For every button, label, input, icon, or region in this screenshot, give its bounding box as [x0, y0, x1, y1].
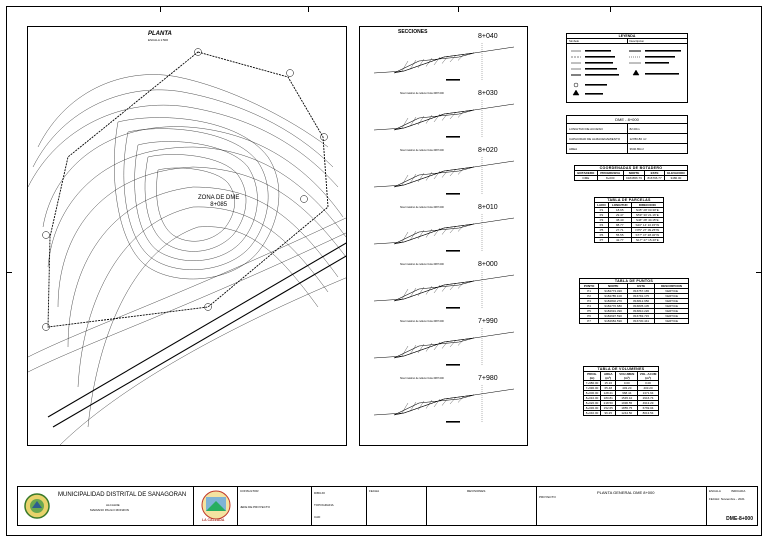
table-cell: 816757.165: [628, 289, 655, 294]
table-cell: 9184802.270: [599, 299, 628, 304]
section-note: Nivel máximo de relleno Cota 3487.000: [400, 149, 444, 152]
legend-title: LEYENDA: [567, 34, 687, 39]
plan-scale: ESCALA 1:500: [148, 38, 169, 42]
table-cell: 218.50: [601, 401, 616, 406]
section-station-label: 8+010: [478, 204, 498, 211]
table-cell: 3480.00: [664, 176, 687, 181]
cad-label: CAD: [314, 515, 321, 519]
drawn-cell: [312, 487, 367, 525]
parcels-table: [594, 197, 664, 243]
table-header: DESCRIPCION: [655, 284, 689, 289]
title-block: [17, 486, 758, 526]
section-profile: [364, 214, 524, 254]
grid-tick: [610, 6, 611, 12]
table-cell: 9184691.390: [599, 309, 628, 314]
table-cell: 42.77: [608, 238, 631, 243]
table-cell: 8+030.00: [584, 406, 601, 411]
alcalde-label: ALCALDE: [106, 503, 120, 507]
table-cell: 7+980.00: [584, 381, 601, 386]
table-cell: P2: [595, 213, 609, 218]
table-cell: 2916.74: [638, 396, 659, 401]
table-cell: VERTICE: [655, 314, 689, 319]
table-cell: 9184697.590: [599, 314, 628, 319]
dibujo-label: DIBUJO: [314, 491, 326, 495]
table-row: [575, 176, 688, 181]
table-cell: 9184785.100: [599, 294, 628, 299]
table-cell: VERTICE: [655, 289, 689, 294]
section-station-label: 8+040: [478, 33, 498, 40]
table-cell: P5: [580, 309, 599, 314]
dme-row: CAPACIDAD DE ALMACENAMIENTO 12780.80 m³: [567, 134, 687, 144]
dme-row: AREA 3640.80m²: [567, 144, 687, 153]
grid-tick: [756, 272, 762, 273]
section-station-label: 8+000: [478, 261, 498, 268]
table-header: NORTE: [623, 171, 645, 176]
coords-table: [574, 165, 688, 181]
table-cell: P1: [595, 208, 609, 213]
section-note: Nivel máximo de relleno Cota 3487.000: [400, 377, 444, 380]
table-header: ESTE: [628, 284, 655, 289]
table-cell: 9184773.320: [599, 289, 628, 294]
fecha-cell: [367, 487, 427, 525]
section-profile: [364, 100, 524, 140]
table-header: ESTE: [645, 171, 665, 176]
table-cell: 403.20: [616, 386, 638, 391]
grid-tick: [6, 272, 12, 273]
table-header: BOTADERO: [575, 171, 598, 176]
table-cell: 8+020.00: [584, 401, 601, 406]
table-cell: 1996.55: [616, 401, 638, 406]
table-cell: 816791.175: [628, 294, 655, 299]
table-cell: 180.81: [601, 396, 616, 401]
table-header: NORTE: [599, 284, 628, 289]
legend-col-desc: Descripcion: [627, 39, 688, 43]
table-cell: N45° 28' 03.30"E: [631, 208, 663, 213]
table-header: AREA (m²): [601, 372, 616, 381]
table-cell: N59° 30' 21.16"E: [631, 213, 663, 218]
table-cell: VERTICE: [655, 294, 689, 299]
sections-panel: [359, 26, 528, 446]
table-cell: 7+990.00: [584, 386, 601, 391]
table-row: [595, 238, 664, 243]
alcalde-name: MARIANO PAULO MONZON: [90, 508, 129, 512]
table-cell: 1855.75: [616, 406, 638, 411]
logo-cell: [194, 487, 238, 525]
table-cell: 816810.220: [628, 309, 655, 314]
table-header: VOL. ACUM (m³): [638, 372, 659, 381]
table-cell: 816730.441: [628, 319, 655, 324]
table-header: DIRECCION: [631, 203, 663, 208]
table-cell: S46° 28' 40.15"E: [631, 218, 663, 223]
sections-title: SECCIONES: [398, 29, 428, 35]
escala-value: INDICADA: [731, 489, 746, 493]
table-cell: S20° 14' 10.15"W: [631, 223, 663, 228]
table-header: PUNTO: [580, 284, 599, 289]
table-cell: 18.65: [608, 208, 631, 213]
table-cell: 9184656.76: [623, 176, 645, 181]
table-cell: S77° 47' 28.32"W: [631, 233, 663, 238]
grid-tick: [458, 6, 459, 12]
zone-label: ZONA DE DME 8+085: [198, 195, 240, 208]
table-cell: 403.20: [638, 386, 659, 391]
revisions-cell: [427, 487, 537, 525]
table-cell: 38.40: [608, 218, 631, 223]
fecha-label: FECHA: [369, 489, 380, 493]
dme-row: LONGITUD DE ACCESO 82.00m: [567, 124, 687, 134]
section-note: Nivel máximo de relleno Cota 3487.000: [400, 206, 444, 209]
table-cell: DME: [575, 176, 598, 181]
table-cell: P7: [595, 238, 609, 243]
table-cell: 8+000.00: [584, 391, 601, 396]
table-cell: 0.00: [638, 381, 659, 386]
table-cell: 6769.04: [638, 406, 659, 411]
table-cell: P6: [580, 314, 599, 319]
table-cell: P4: [595, 223, 609, 228]
table-cell: VERTICE: [655, 304, 689, 309]
date-value: FECHA: Noviembre - 2021: [709, 497, 745, 501]
section-station-label: 7+990: [478, 318, 498, 325]
section-profile: [364, 157, 524, 197]
escala-label: ESCALA: [709, 489, 721, 493]
table-cell: 816835.105: [628, 304, 655, 309]
volumes-table: [583, 366, 659, 416]
points-table: [579, 278, 689, 324]
legend: [566, 33, 688, 103]
table-cell: 968.44: [616, 391, 638, 396]
section-station-label: 7+980: [478, 375, 498, 382]
plan-view: [27, 26, 347, 446]
logo-text: LA CALZADA: [202, 518, 225, 522]
table-cell: N75° 27' 09.25"W: [631, 228, 663, 233]
grid-tick: [160, 6, 161, 12]
table-cell: 88.77: [608, 223, 631, 228]
section-profile: [364, 328, 524, 368]
table-cell: 8+000: [597, 176, 623, 181]
project-cell: [537, 487, 707, 525]
grid-tick: [308, 6, 309, 12]
table-cell: 9184776.680: [599, 304, 628, 309]
section-note: Nivel máximo de relleno Cota 3487.000: [400, 263, 444, 266]
dme-summary: [566, 115, 688, 154]
table-row: [584, 406, 659, 411]
topografia-label: TOPOGRAFIA: [314, 503, 334, 507]
table-cell: P3: [580, 299, 599, 304]
table-cell: P4: [580, 304, 599, 309]
plan-title: PLANTA: [148, 31, 172, 37]
table-cell: VERTICE: [655, 319, 689, 324]
table-header: PROGRESIVA: [597, 171, 623, 176]
proyecto-label: PROYECTO: [539, 495, 556, 499]
table-cell: 1545.10: [616, 396, 638, 401]
legend-col-symbol: Simbolo: [569, 39, 580, 43]
table-title: COORDENADAS DE BOTADERO: [575, 166, 688, 171]
table-cell: 1244.50: [616, 411, 638, 416]
legend-symbols: [567, 47, 689, 103]
consultant-cell: [238, 487, 312, 525]
table-cell: 55.55: [608, 233, 631, 238]
table-header: ELEVACION: [664, 171, 687, 176]
section-profile: [364, 43, 524, 83]
revisiones-label: REVISIONES: [467, 489, 486, 493]
dme-title: DME - 8+000: [567, 116, 687, 124]
table-cell: 4913.29: [638, 401, 659, 406]
table-cell: P3: [595, 218, 609, 223]
sheet-info-cell: [707, 487, 759, 525]
table-header: LADO: [595, 203, 609, 208]
table-cell: N17° 47' 15.43"E: [631, 238, 663, 243]
plan-drawing: [28, 27, 347, 446]
municipality-name: MUNICIPALIDAD DISTRITAL DE SANAGORAN: [58, 492, 187, 498]
table-cell: 96.25: [601, 411, 616, 416]
table-cell: VERTICE: [655, 309, 689, 314]
table-cell: P6: [595, 233, 609, 238]
table-cell: 29.47: [608, 213, 631, 218]
table-title: TABLA DE PARCELAS: [595, 198, 664, 203]
section-profile: [364, 271, 524, 311]
sheet-code: DME-8+000: [726, 516, 753, 522]
table-header: PROG. (m): [584, 372, 601, 381]
table-cell: 128.21: [601, 391, 616, 396]
table-row: [584, 401, 659, 406]
table-cell: P2: [580, 294, 599, 299]
section-profile: [364, 385, 524, 425]
table-cell: 9184684.590: [599, 319, 628, 324]
table-cell: 27.71: [608, 228, 631, 233]
table-cell: 65.48: [601, 386, 616, 391]
table-cell: P5: [595, 228, 609, 233]
section-station-label: 8+030: [478, 90, 498, 97]
table-cell: 0.00: [616, 381, 638, 386]
section-note: Nivel máximo de relleno Cota 3487.000: [400, 320, 444, 323]
table-header: VOLUMEN (m³): [616, 372, 638, 381]
table-cell: 816783.715: [628, 314, 655, 319]
table-cell: 152.65: [601, 406, 616, 411]
table-row: [584, 411, 659, 416]
table-row: [580, 319, 689, 324]
table-cell: 15.16: [601, 381, 616, 386]
table-cell: P7: [580, 319, 599, 324]
table-cell: 8+010.00: [584, 396, 601, 401]
table-title: TABLA DE PUNTOS: [580, 279, 689, 284]
table-cell: VERTICE: [655, 299, 689, 304]
sheet-title: PLANTA GENERAL DME 8+000: [597, 490, 655, 495]
table-cell: 816796.77: [645, 176, 665, 181]
table-cell: 8+040.00: [584, 411, 601, 416]
table-cell: 8013.54: [638, 411, 659, 416]
table-title: TABLA DE VOLUMENES: [584, 367, 659, 372]
table-cell: P1: [580, 289, 599, 294]
table-cell: 1371.64: [638, 391, 659, 396]
municipality-seal-icon: [24, 493, 50, 519]
table-header: LONGITUD: [608, 203, 631, 208]
section-station-label: 8+020: [478, 147, 498, 154]
jefe-label: JEFE DE PROYECTO: [240, 505, 270, 509]
table-row: [584, 396, 659, 401]
consultant-label: CONSULTOR: [240, 489, 259, 493]
municipality-cell: [18, 487, 194, 525]
table-cell: 816812.950: [628, 299, 655, 304]
section-note: Nivel máximo de relleno Cota 3487.000: [400, 92, 444, 95]
